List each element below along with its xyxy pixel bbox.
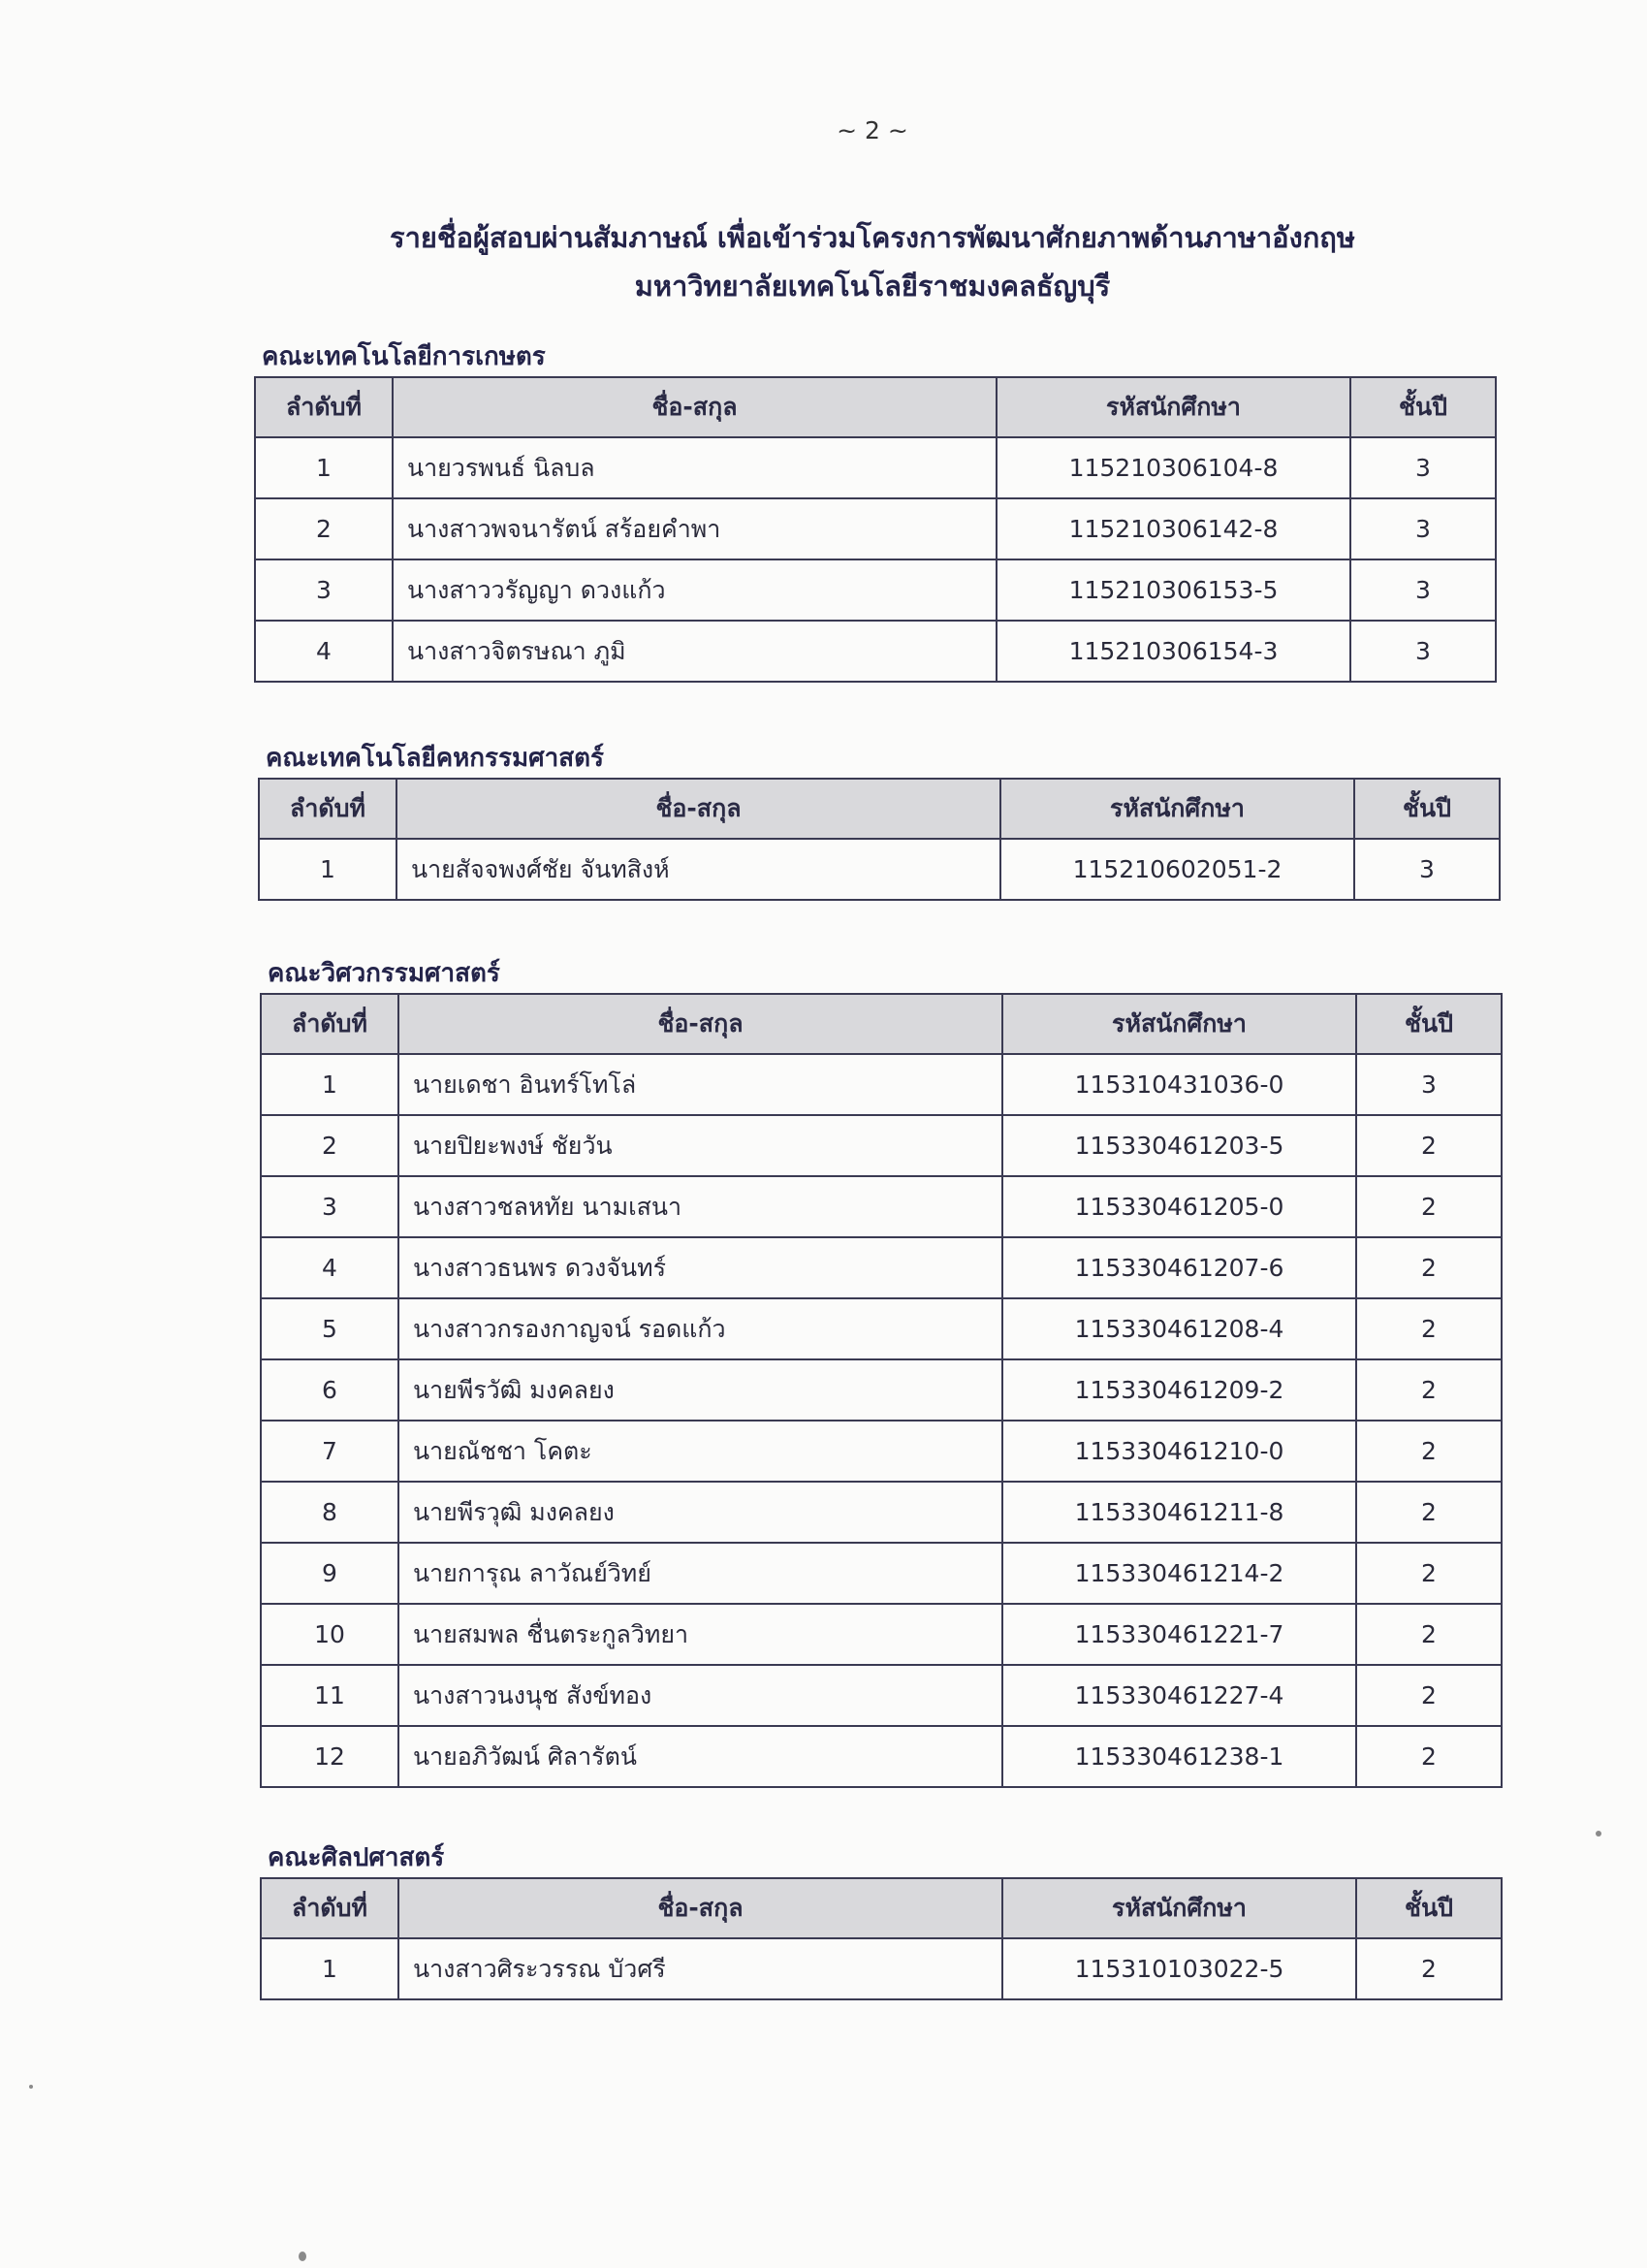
cell-order: 1: [261, 1938, 398, 1999]
cell-student-id: 115330461214-2: [1002, 1543, 1356, 1604]
cell-student-id: 115330461211-8: [1002, 1482, 1356, 1543]
cell-student-id: 115210306153-5: [997, 559, 1350, 621]
table-row: [255, 437, 1496, 498]
column-header-student-id: รหัสนักศึกษา: [1000, 779, 1354, 839]
faculty-section: [260, 954, 1503, 1788]
cell-name: นายปิยะพงษ์ ชัยวัน: [398, 1115, 1002, 1176]
cell-student-id: 115330461209-2: [1002, 1359, 1356, 1421]
column-header-name: ชื่อ-สกุล: [398, 1878, 1002, 1938]
cell-name: นายวรพนธ์ นิลบล: [393, 437, 997, 498]
cell-name: นายเดชา อินทร์โทโล่: [398, 1054, 1002, 1115]
table-row: [261, 1421, 1502, 1482]
cell-name: นางสาวจิตรษณา ภูมิ: [393, 621, 997, 682]
cell-order: 1: [259, 839, 396, 900]
faculty-section: [254, 337, 1497, 683]
cell-year: 2: [1356, 1726, 1502, 1787]
cell-student-id: 115330461221-7: [1002, 1604, 1356, 1665]
table-row: [255, 621, 1496, 682]
table-row: [261, 1115, 1502, 1176]
cell-name: นายพีรวุฒิ มงคลยง: [398, 1482, 1002, 1543]
page-number: ~ 2 ~: [837, 116, 908, 144]
cell-order: 12: [261, 1726, 398, 1787]
cell-student-id: 115310103022-5: [1002, 1938, 1356, 1999]
cell-student-id: 115330461203-5: [1002, 1115, 1356, 1176]
column-header-year: ชั้นปี: [1350, 377, 1496, 437]
column-header-student-id: รหัสนักศึกษา: [997, 377, 1350, 437]
column-header-student-id: รหัสนักศึกษา: [1002, 994, 1356, 1054]
table-row: [261, 1604, 1502, 1665]
column-header-name: ชื่อ-สกุล: [393, 377, 997, 437]
student-table: [254, 376, 1497, 683]
student-table: [260, 993, 1503, 1788]
cell-name: นายสมพล ชื่นตระกูลวิทยา: [398, 1604, 1002, 1665]
faculty-heading: คณะเทคโนโลยีคหกรรมศาสตร์: [266, 744, 604, 773]
table-row: [261, 1176, 1502, 1237]
column-header-year: ชั้นปี: [1354, 779, 1500, 839]
cell-student-id: 115330461208-4: [1002, 1298, 1356, 1359]
cell-year: 2: [1356, 1604, 1502, 1665]
table-header-row: [261, 994, 1502, 1054]
cell-student-id: 115330461205-0: [1002, 1176, 1356, 1237]
column-header-order: ลำดับที่: [261, 994, 398, 1054]
column-header-name: ชื่อ-สกุล: [396, 779, 1000, 839]
cell-year: 2: [1356, 1665, 1502, 1726]
cell-order: 4: [261, 1237, 398, 1298]
table-row: [255, 498, 1496, 559]
table-row: [261, 1543, 1502, 1604]
cell-order: 7: [261, 1421, 398, 1482]
cell-order: 6: [261, 1359, 398, 1421]
student-table: [258, 778, 1501, 901]
table-row: [261, 1298, 1502, 1359]
university-name: มหาวิทยาลัยเทคโนโลยีราชมงคลธัญบุรี: [634, 270, 1111, 303]
student-table: [260, 1877, 1503, 2000]
table-row: [255, 559, 1496, 621]
table-row: [261, 1237, 1502, 1298]
cell-name: นายณัชชา โคตะ: [398, 1421, 1002, 1482]
cell-student-id: 115210306104-8: [997, 437, 1350, 498]
faculty-section: [260, 1838, 1503, 2000]
cell-name: นายการุณ ลาวัณย์วิทย์: [398, 1543, 1002, 1604]
cell-order: 8: [261, 1482, 398, 1543]
cell-student-id: 115210306142-8: [997, 498, 1350, 559]
cell-year: 3: [1350, 621, 1496, 682]
faculty-heading: คณะศิลปศาสตร์: [268, 1843, 445, 1872]
table-row: [261, 1938, 1502, 1999]
faculty-heading: คณะวิศวกรรมศาสตร์: [268, 959, 500, 988]
cell-year: 2: [1356, 1359, 1502, 1421]
cell-year: 2: [1356, 1938, 1502, 1999]
cell-name: นางสาวชลหทัย นามเสนา: [398, 1176, 1002, 1237]
cell-year: 3: [1356, 1054, 1502, 1115]
cell-name: นางสาวพจนารัตน์ สร้อยคำพา: [393, 498, 997, 559]
cell-order: 11: [261, 1665, 398, 1726]
cell-order: 1: [261, 1054, 398, 1115]
cell-year: 3: [1350, 437, 1496, 498]
table-header-row: [261, 1878, 1502, 1938]
cell-name: นางสาวนงนุช สังข์ทอง: [398, 1665, 1002, 1726]
cell-name: นางสาววรัญญา ดวงแก้ว: [393, 559, 997, 621]
cell-year: 2: [1356, 1176, 1502, 1237]
cell-student-id: 115210306154-3: [997, 621, 1350, 682]
cell-name: นายอภิวัฒน์ ศิลารัตน์: [398, 1726, 1002, 1787]
cell-order: 4: [255, 621, 393, 682]
scan-speck: [1596, 1831, 1601, 1837]
cell-order: 2: [261, 1115, 398, 1176]
table-header-row: [255, 377, 1496, 437]
cell-order: 9: [261, 1543, 398, 1604]
cell-year: 3: [1350, 498, 1496, 559]
table-header-row: [259, 779, 1500, 839]
cell-year: 2: [1356, 1421, 1502, 1482]
column-header-student-id: รหัสนักศึกษา: [1002, 1878, 1356, 1938]
scan-speck: [29, 2085, 33, 2089]
cell-name: นายสัจจพงศ์ชัย จันทสิงห์: [396, 839, 1000, 900]
cell-student-id: 115330461238-1: [1002, 1726, 1356, 1787]
cell-order: 1: [255, 437, 393, 498]
table-row: [261, 1482, 1502, 1543]
cell-student-id: 115330461227-4: [1002, 1665, 1356, 1726]
faculty-heading: คณะเทคโนโลยีการเกษตร: [262, 342, 546, 371]
cell-year: 3: [1350, 559, 1496, 621]
column-header-order: ลำดับที่: [255, 377, 393, 437]
cell-order: 3: [255, 559, 393, 621]
table-row: [261, 1359, 1502, 1421]
table-row: [261, 1665, 1502, 1726]
column-header-order: ลำดับที่: [261, 1878, 398, 1938]
cell-year: 2: [1356, 1237, 1502, 1298]
column-header-name: ชื่อ-สกุล: [398, 994, 1002, 1054]
column-header-year: ชั้นปี: [1356, 994, 1502, 1054]
faculty-section: [258, 739, 1501, 901]
cell-order: 10: [261, 1604, 398, 1665]
table-row: [261, 1054, 1502, 1115]
cell-year: 3: [1354, 839, 1500, 900]
cell-year: 2: [1356, 1543, 1502, 1604]
cell-order: 2: [255, 498, 393, 559]
cell-name: นางสาวกรองกาญจน์ รอดแก้ว: [398, 1298, 1002, 1359]
scan-speck: [299, 2252, 306, 2261]
cell-student-id: 115330461207-6: [1002, 1237, 1356, 1298]
cell-student-id: 115210602051-2: [1000, 839, 1354, 900]
document-title: รายชื่อผู้สอบผ่านสัมภาษณ์ เพื่อเข้าร่วมโครงการพัฒนาศักยภาพด้านภาษาอังกฤษ: [390, 221, 1355, 254]
cell-name: นายพีรวัฒิ มงคลยง: [398, 1359, 1002, 1421]
cell-year: 2: [1356, 1115, 1502, 1176]
table-row: [259, 839, 1500, 900]
cell-student-id: 115330461210-0: [1002, 1421, 1356, 1482]
cell-order: 3: [261, 1176, 398, 1237]
cell-order: 5: [261, 1298, 398, 1359]
column-header-year: ชั้นปี: [1356, 1878, 1502, 1938]
cell-year: 2: [1356, 1482, 1502, 1543]
cell-student-id: 115310431036-0: [1002, 1054, 1356, 1115]
cell-year: 2: [1356, 1298, 1502, 1359]
column-header-order: ลำดับที่: [259, 779, 396, 839]
cell-name: นางสาวธนพร ดวงจันทร์: [398, 1237, 1002, 1298]
table-row: [261, 1726, 1502, 1787]
cell-name: นางสาวศิระวรรณ บัวศรี: [398, 1938, 1002, 1999]
